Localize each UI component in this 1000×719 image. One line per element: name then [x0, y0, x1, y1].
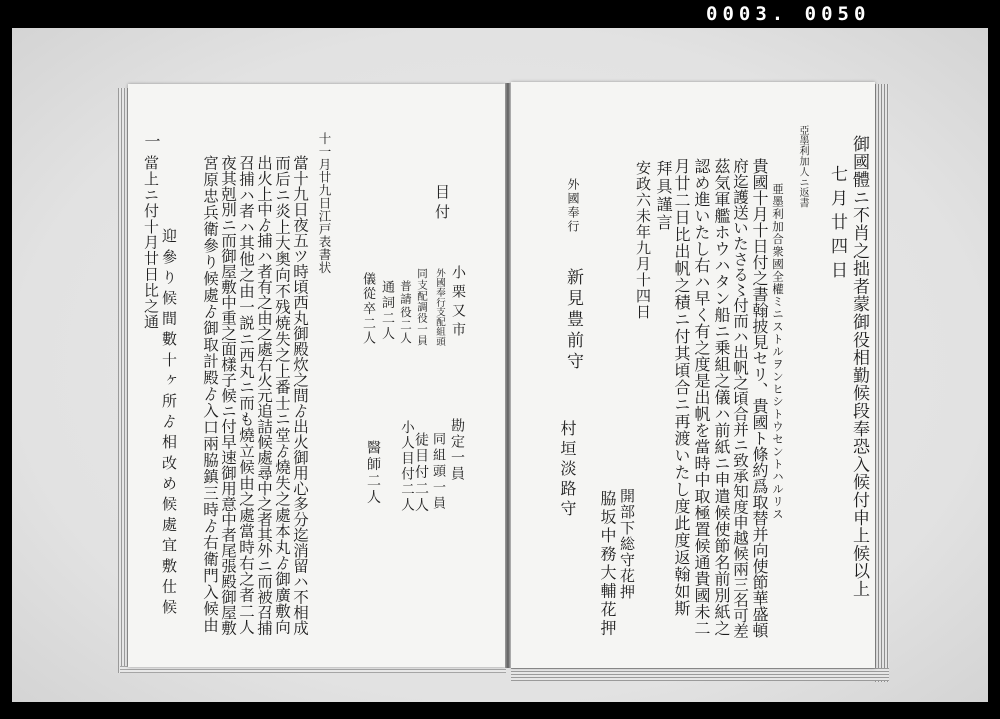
opening-line: 御國體ニ不肖之拙者蒙御役相勤候段奉恐入候付申上候以上 — [849, 135, 869, 598]
film-frame-number: 0003. 0050 — [706, 3, 871, 25]
report-line: 而后ニ炎上大奥向不残焼失之上番士ニ堂ゟ燒失之處本丸ゟ御廣敷向 — [273, 155, 291, 635]
official-entry: 同組頭一員 — [430, 432, 445, 512]
signatory-name: 村垣淡路守 — [558, 420, 577, 520]
letter-body-line: 月廿二日比出帆之積ニ付其頃合ニ再渡いたし度此度返翰如斯 — [672, 158, 691, 617]
signatory-name: 脇坂中務大輔花押 — [598, 490, 617, 638]
letter-body-line: 府迄護送いたさる〻付而ハ出帆之頃合并ニ致承知度申越候兩三名可差 — [731, 158, 749, 639]
first-date: 七月廿四日 — [827, 165, 847, 285]
office-title: 外國奉行 — [566, 178, 580, 234]
signatory-name: 新見豊前守 — [563, 268, 583, 373]
official-entry: 同支配調役一員 — [416, 268, 428, 346]
letter-body-line: 認め進いたし右ハ早く有之度是出帆を當時中取極置候通貴國未二 — [692, 158, 711, 637]
report-title: 十一月廿九日江戸表書状 — [317, 132, 332, 274]
report-line: 宮原忠兵衛參り候處ゟ御取計殿ゟ入口兩脇鎮三時ゟ右衛門入候由 — [201, 155, 219, 634]
official-entry: 小栗又市 — [450, 265, 466, 341]
letter-body-line: 茲気軍艦ホウハタン船ニ乗組之儀ハ前紙ニ申遣候使節名前別紙之 — [712, 158, 731, 637]
left-page-bottom-edge — [120, 666, 506, 673]
official-entry: 外國奉行支配組頭 — [434, 268, 445, 347]
right-page-edge-stack — [875, 84, 889, 682]
letter-heading: 亞墨利加人ニ返書 — [797, 125, 808, 209]
report-line: 當十九日夜五ツ時頃西丸御殿炊之間ゟ出火御用心多分迄消留ハ不相成 — [291, 155, 309, 636]
letter-date: 安政六未年九月十四日 — [634, 160, 652, 320]
official-entry: 儀從卒二人 — [360, 272, 375, 346]
official-entry: 勘定一員 — [449, 418, 465, 482]
item-mark: 一 — [142, 133, 161, 149]
report-line: 迎參り候間數十ヶ所ゟ相改め候處宜敷仕候 — [160, 228, 178, 620]
official-entry: 普請役二人 — [399, 280, 413, 345]
item-text: 當上ニ付十月廿日比之通 — [142, 155, 160, 330]
report-line: 夜其剋別ニ而御屋敷中重之面樣子候ニ付早速御用意中者尾張殿御屋敷 — [219, 155, 237, 636]
book-gutter — [505, 83, 511, 668]
right-page-bottom-edge — [511, 668, 889, 681]
official-entry: 小人目付二人 — [398, 420, 414, 513]
report-line: 召捕ハ者ハ其他之由一説ニ西丸ニ而も燒立候由之處當時右之者二人 — [237, 155, 255, 635]
section-heading: 目付 — [433, 184, 451, 224]
official-entry: 通詞二人 — [379, 280, 394, 342]
letter-addressee: 亜墨利加合衆國全權ミニストルヲンヒシトウセントハルリス — [771, 183, 785, 521]
report-line: 出火上中ゟ捕ハ者有之由之處右火元追詰候處尋中之者其外ニ而被召捕 — [255, 155, 273, 636]
letter-closing: 拜具謹言 — [654, 160, 673, 232]
official-entry: 徒目付二人 — [413, 432, 429, 514]
official-entry: 醫師二人 — [365, 440, 381, 506]
signatory-name: 開部下総守花押 — [618, 488, 636, 600]
letter-body-line: 貴國十月十日付之書翰披見セリ、貴國ト條約爲取替并向使節華盛頓 — [750, 158, 769, 638]
